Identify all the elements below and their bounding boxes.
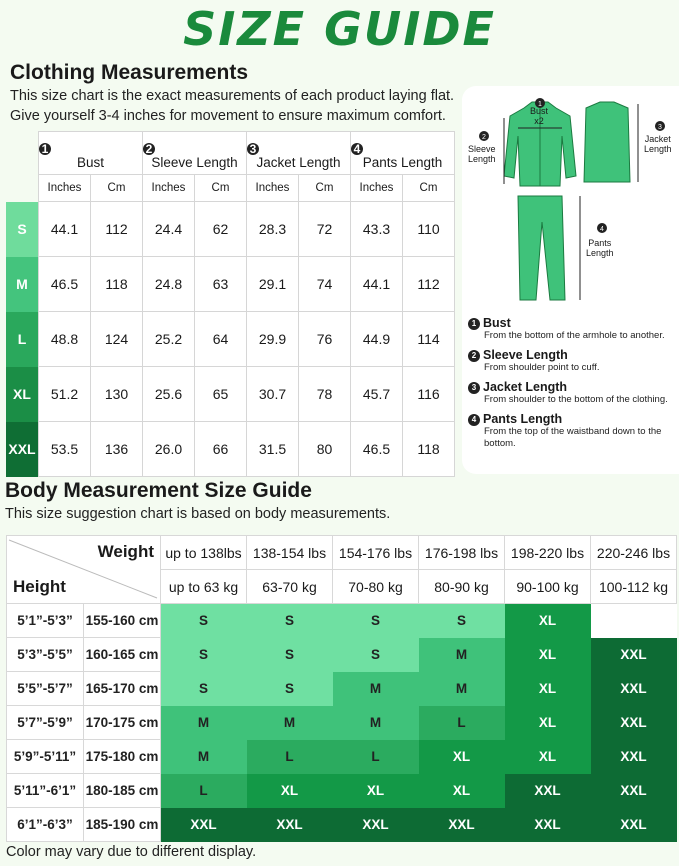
size-cell: XL xyxy=(247,774,333,808)
size-cell: XXL xyxy=(591,808,677,842)
legend-number-icon: 1 xyxy=(468,318,480,330)
measurement-cell: 118 xyxy=(403,422,455,477)
svg-text:4: 4 xyxy=(600,226,604,233)
table-row xyxy=(7,672,677,706)
clothing-desc-1: This size chart is the exact measurements of each product laying flat. xyxy=(10,88,455,104)
measurement-cell: 112 xyxy=(403,257,455,312)
category-label: Sleeve Length xyxy=(151,155,238,170)
measurement-cell: 43.3 xyxy=(351,202,403,257)
size-cell: XXL xyxy=(333,808,419,842)
measurement-cell: 24.4 xyxy=(143,202,195,257)
weight-lbs-header: 220-246 lbs xyxy=(591,536,677,570)
legend-desc: From the bottom of the armhole to another. xyxy=(484,330,665,341)
category-header xyxy=(39,132,143,175)
size-cell: M xyxy=(161,706,247,740)
size-label: L xyxy=(6,312,39,367)
size-cell: M xyxy=(419,672,505,706)
size-cell: XL xyxy=(505,672,591,706)
weight-kg-header: 70-80 kg xyxy=(333,570,419,604)
weight-lbs-header: 176-198 lbs xyxy=(419,536,505,570)
diag-pants-label: Pants Length xyxy=(586,238,614,258)
legend-title: Jacket Length xyxy=(483,380,568,394)
unit-header: Cm xyxy=(403,175,455,202)
category-header xyxy=(247,132,351,175)
size-cell: S xyxy=(247,604,333,638)
height-cm-cell: 160-165 cm xyxy=(84,638,161,672)
measurement-cell: 78 xyxy=(299,367,351,422)
size-cell: S xyxy=(161,672,247,706)
measurement-cell: 24.8 xyxy=(143,257,195,312)
measurement-cell: 136 xyxy=(91,422,143,477)
size-cell: XXL xyxy=(591,672,677,706)
category-label: Bust xyxy=(76,155,104,170)
category-number-icon: 2 xyxy=(143,143,155,155)
table-row xyxy=(7,604,677,638)
height-ft-cell: 5’3”-5’5” xyxy=(7,638,84,672)
legend-desc: From the top of the waistband down to the bottom. xyxy=(484,426,662,449)
footer-note: Color may vary due to different display. xyxy=(6,844,257,860)
clothing-size-table xyxy=(6,131,455,477)
height-label: Height xyxy=(13,577,66,596)
size-cell: XXL xyxy=(505,774,591,808)
unit-header: Cm xyxy=(195,175,247,202)
table-row xyxy=(6,422,455,477)
measurement-cell: 28.3 xyxy=(247,202,299,257)
corner-cell xyxy=(6,175,39,202)
measurement-cell: 80 xyxy=(299,422,351,477)
size-cell: XXL xyxy=(247,808,333,842)
unit-header: Inches xyxy=(351,175,403,202)
measurement-cell: 46.5 xyxy=(39,257,91,312)
category-header xyxy=(351,132,455,175)
size-cell: XXL xyxy=(591,740,677,774)
category-label: Pants Length xyxy=(362,155,443,170)
size-cell: S xyxy=(161,638,247,672)
measurement-cell: 66 xyxy=(195,422,247,477)
table-row xyxy=(7,740,677,774)
size-cell: S xyxy=(419,604,505,638)
measurement-cell: 26.0 xyxy=(143,422,195,477)
measurement-cell: 48.8 xyxy=(39,312,91,367)
body-heading: Body Measurement Size Guide xyxy=(5,479,312,502)
size-cell: XL xyxy=(333,774,419,808)
legend-title: Sleeve Length xyxy=(483,348,568,362)
svg-text:2: 2 xyxy=(482,134,486,141)
measurement-cell: 118 xyxy=(91,257,143,312)
vest-icon xyxy=(584,102,638,182)
legend-title: Pants Length xyxy=(483,412,563,426)
measurement-cell: 44.1 xyxy=(39,202,91,257)
size-label: M xyxy=(6,257,39,312)
pants-icon xyxy=(518,196,580,300)
measurement-cell: 112 xyxy=(91,202,143,257)
category-number-icon: 3 xyxy=(247,143,259,155)
size-cell: L xyxy=(161,774,247,808)
size-cell: S xyxy=(161,604,247,638)
measurement-cell: 114 xyxy=(403,312,455,367)
height-ft-cell: 6’1”-6’3” xyxy=(7,808,84,842)
category-number-icon: 4 xyxy=(351,143,363,155)
measurement-cell: 29.9 xyxy=(247,312,299,367)
weight-kg-header: 90-100 kg xyxy=(505,570,591,604)
size-cell: XXL xyxy=(505,808,591,842)
height-ft-cell: 5’1”-5’3” xyxy=(7,604,84,638)
measurement-cell: 46.5 xyxy=(351,422,403,477)
legend-title: Bust xyxy=(483,316,511,330)
unit-header: Inches xyxy=(143,175,195,202)
height-cm-cell: 180-185 cm xyxy=(84,774,161,808)
measurement-diagram-panel xyxy=(462,86,679,474)
legend-number-icon: 4 xyxy=(468,414,480,426)
clothing-desc-2: Give yourself 3-4 inches for movement to ensure maximum comfort. xyxy=(10,108,446,124)
measurement-legend xyxy=(468,316,678,456)
diag-sleeve-label: Sleeve Length xyxy=(468,144,496,164)
weight-kg-header: 100-112 kg xyxy=(591,570,677,604)
corner-cell xyxy=(6,132,39,175)
size-cell: XL xyxy=(419,740,505,774)
weight-lbs-header: 138-154 lbs xyxy=(247,536,333,570)
size-label: XL xyxy=(6,367,39,422)
measurement-cell: 29.1 xyxy=(247,257,299,312)
body-size-table xyxy=(6,535,677,842)
size-cell: XXL xyxy=(161,808,247,842)
weight-height-corner xyxy=(7,536,161,604)
measurement-cell: 74 xyxy=(299,257,351,312)
size-cell: XXL xyxy=(419,808,505,842)
height-ft-cell: 5’5”-5’7” xyxy=(7,672,84,706)
height-cm-cell: 165-170 cm xyxy=(84,672,161,706)
table-row xyxy=(6,202,455,257)
measurement-cell: 72 xyxy=(299,202,351,257)
size-cell: M xyxy=(333,706,419,740)
size-label: S xyxy=(6,202,39,257)
size-cell: L xyxy=(247,740,333,774)
legend-desc: From shoulder point to cuff. xyxy=(484,362,600,373)
measurement-cell: 130 xyxy=(91,367,143,422)
clothing-heading: Clothing Measurements xyxy=(10,61,249,84)
size-cell: XXL xyxy=(591,706,677,740)
unit-header: Inches xyxy=(39,175,91,202)
legend-item xyxy=(468,348,678,374)
table-row xyxy=(7,638,677,672)
weight-lbs-header: 198-220 lbs xyxy=(505,536,591,570)
garment-diagram xyxy=(462,86,679,311)
height-cm-cell: 175-180 cm xyxy=(84,740,161,774)
measurement-cell: 30.7 xyxy=(247,367,299,422)
height-ft-cell: 5’11”-6’1” xyxy=(7,774,84,808)
svg-text:3: 3 xyxy=(658,124,662,131)
size-cell xyxy=(591,604,677,638)
height-cm-cell: 170-175 cm xyxy=(84,706,161,740)
body-desc: This size suggestion chart is based on body measurements. xyxy=(5,506,391,522)
size-cell: M xyxy=(247,706,333,740)
legend-item xyxy=(468,412,678,450)
category-number-icon: 1 xyxy=(39,143,51,155)
measurement-cell: 51.2 xyxy=(39,367,91,422)
table-row xyxy=(7,808,677,842)
height-cm-cell: 185-190 cm xyxy=(84,808,161,842)
height-ft-cell: 5’7”-5’9” xyxy=(7,706,84,740)
table-row xyxy=(6,367,455,422)
page-title: SIZE GUIDE xyxy=(183,2,496,56)
measurement-cell: 124 xyxy=(91,312,143,367)
diag-bust-label: Bust x2 xyxy=(530,106,549,126)
weight-kg-header: 63-70 kg xyxy=(247,570,333,604)
measurement-cell: 31.5 xyxy=(247,422,299,477)
size-cell: S xyxy=(247,638,333,672)
unit-header: Cm xyxy=(299,175,351,202)
size-cell: M xyxy=(419,638,505,672)
size-cell: L xyxy=(419,706,505,740)
measurement-cell: 44.9 xyxy=(351,312,403,367)
height-cm-cell: 155-160 cm xyxy=(84,604,161,638)
size-cell: XL xyxy=(419,774,505,808)
weight-lbs-header: 154-176 lbs xyxy=(333,536,419,570)
size-cell: XXL xyxy=(591,638,677,672)
size-cell: L xyxy=(333,740,419,774)
measurement-cell: 53.5 xyxy=(39,422,91,477)
table-row xyxy=(7,774,677,808)
measurement-cell: 116 xyxy=(403,367,455,422)
weight-kg-header: 80-90 kg xyxy=(419,570,505,604)
category-label: Jacket Length xyxy=(256,155,341,170)
size-cell: XL xyxy=(505,706,591,740)
weight-kg-header: up to 63 kg xyxy=(161,570,247,604)
measurement-cell: 64 xyxy=(195,312,247,367)
measurement-cell: 110 xyxy=(403,202,455,257)
measurement-cell: 25.2 xyxy=(143,312,195,367)
legend-desc: From shoulder to the bottom of the clothing. xyxy=(484,394,668,405)
diag-jacket-label: Jacket Length xyxy=(644,134,672,154)
weight-lbs-header: up to 138lbs xyxy=(161,536,247,570)
category-header xyxy=(143,132,247,175)
svg-text:1: 1 xyxy=(538,101,542,108)
measurement-cell: 44.1 xyxy=(351,257,403,312)
measurement-cell: 25.6 xyxy=(143,367,195,422)
measurement-cell: 62 xyxy=(195,202,247,257)
measurement-cell: 63 xyxy=(195,257,247,312)
size-cell: S xyxy=(333,638,419,672)
size-label: XXL xyxy=(6,422,39,477)
size-cell: XL xyxy=(505,740,591,774)
legend-number-icon: 3 xyxy=(468,382,480,394)
measurement-cell: 65 xyxy=(195,367,247,422)
size-cell: M xyxy=(333,672,419,706)
legend-number-icon: 2 xyxy=(468,350,480,362)
size-cell: S xyxy=(333,604,419,638)
size-cell: XXL xyxy=(591,774,677,808)
legend-item xyxy=(468,380,678,406)
unit-header: Cm xyxy=(91,175,143,202)
weight-label: Weight xyxy=(97,542,154,561)
unit-header: Inches xyxy=(247,175,299,202)
table-row xyxy=(7,706,677,740)
measurement-cell: 76 xyxy=(299,312,351,367)
legend-item xyxy=(468,316,678,342)
measurement-cell: 45.7 xyxy=(351,367,403,422)
size-cell: M xyxy=(161,740,247,774)
table-row xyxy=(6,257,455,312)
table-row xyxy=(6,312,455,367)
size-cell: S xyxy=(247,672,333,706)
size-cell: XL xyxy=(505,604,591,638)
size-cell: XL xyxy=(505,638,591,672)
height-ft-cell: 5’9”-5’11” xyxy=(7,740,84,774)
